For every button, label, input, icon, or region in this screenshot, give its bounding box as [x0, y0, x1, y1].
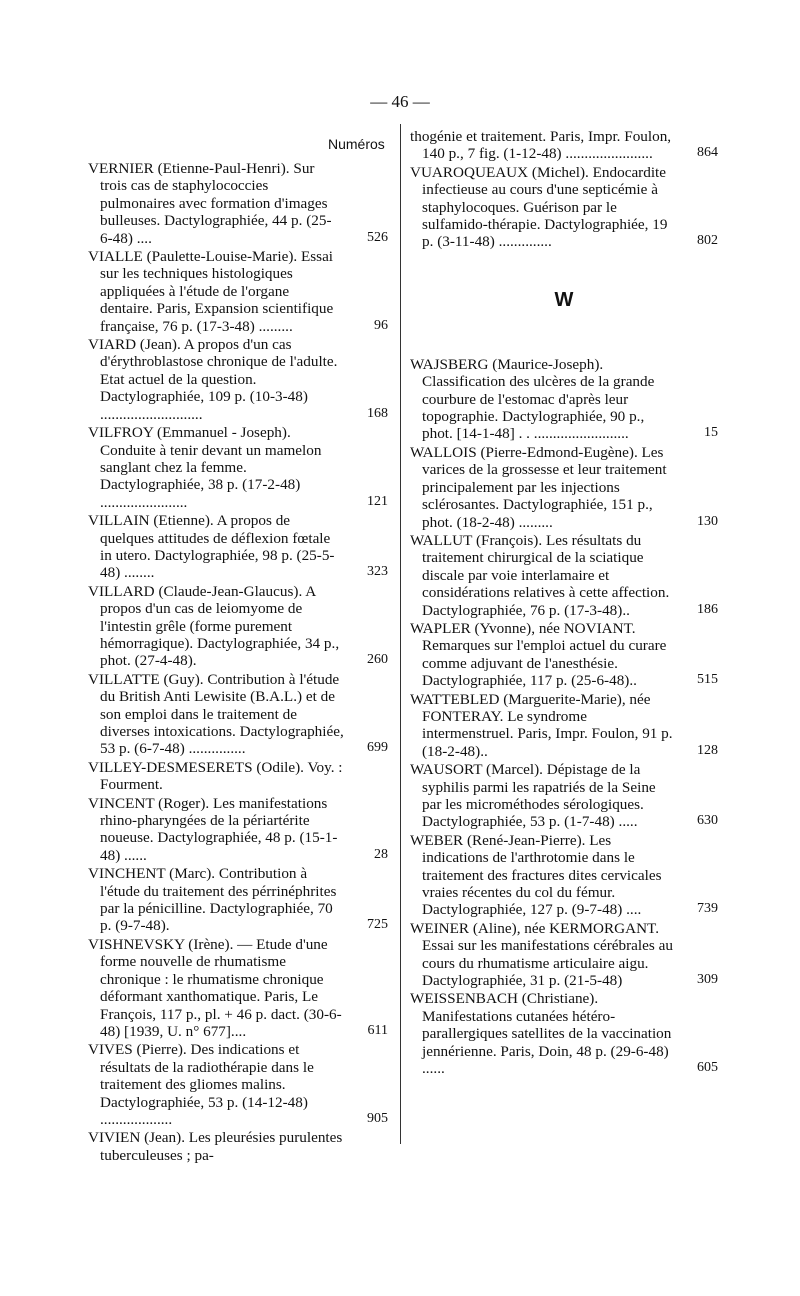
entry-number: 323	[367, 564, 388, 580]
list-item	[88, 248, 388, 335]
list-item	[410, 761, 718, 831]
entry-number: 168	[367, 405, 388, 421]
list-item	[410, 532, 718, 619]
list-item	[410, 128, 718, 163]
list-item	[410, 164, 718, 251]
entry-text: VERNIER (Etienne-Paul-Henri). Sur trois cas de staphylococcies pulmonaires avec formation d'images bulleuses. Dactylographiée, 44 p. (25-6-48) ....	[88, 160, 332, 247]
entry-number: 802	[697, 233, 718, 249]
entry-number: 864	[697, 145, 718, 161]
entry-text: VILLEY-DESMESERETS (Odile). Voy. : Fourment.	[88, 758, 343, 794]
entry-text: WALLUT (François). Les résultats du traitement chirurgical de la sciatique discale par voie interlamaire et considérations relatives à cette affection. Dactylographiée, 76 p. (17-3-48)..	[410, 531, 670, 619]
entry-text: VUAROQUEAUX (Michel). Endocardite infectieuse au cours d'une septicémie à staphylocoques. Guérison par le sulfamido-thérapie. Dactylographiée, 19 p. (3-11-48) ..............	[410, 163, 668, 251]
entry-number: 96	[374, 317, 388, 333]
entry-text: VILFROY (Emmanuel - Joseph). Conduite à tenir devant un mamelon sanglant chez la femme. Dactylographiée, 38 p. (17-2-48) .......................	[88, 424, 322, 511]
list-item	[410, 356, 718, 443]
list-item	[88, 583, 388, 670]
entry-number: 121	[367, 493, 388, 509]
entry-number: 739	[697, 901, 718, 917]
list-item	[410, 990, 718, 1077]
entry-number: 630	[697, 813, 718, 829]
entry-text: VILLARD (Claude-Jean-Glaucus). A propos d'un cas de leiomyome de l'intestin grêle (forme purement hémorragique). Dactylographiée, 34 p., phot. (27-4-48).	[88, 582, 340, 670]
list-item	[410, 620, 718, 690]
list-item	[88, 671, 388, 758]
entry-number: 260	[367, 652, 388, 668]
page-number: — 46 —	[370, 92, 430, 111]
list-item	[410, 832, 718, 919]
entry-number: 611	[367, 1022, 388, 1038]
entry-text: VIARD (Jean). A propos d'un cas d'érythroblastose chronique de l'adulte. Etat actuel de la question. Dactylographiée, 109 p. (10-3-48) ...........................	[88, 336, 338, 423]
entry-text: WAPLER (Yvonne), née NOVIANT. Remarques sur l'emploi actuel du curare comme adjuvant de l'anesthésie. Dactylographiée, 117 p. (25-6-48)..	[410, 619, 667, 690]
entry-text: WEBER (René-Jean-Pierre). Les indications de l'arthrotomie dans le traitement des fractures dites cervicales vraies récentes du col du fémur. Dactylographiée, 127 p. (9-7-48) ....	[410, 831, 662, 919]
entry-number: 905	[367, 1110, 388, 1126]
list-item	[410, 691, 718, 761]
entry-text: VILLATTE (Guy). Contribution à l'étude du British Anti Lewisite (B.A.L.) et de son emploi dans le traitement de diverses intoxications. Dactylographiée, 53 p. (6-7-48) ...............	[88, 670, 344, 758]
list-item	[88, 1129, 388, 1164]
entry-text: VIALLE (Paulette-Louise-Marie). Essai sur les techniques histologiques appliquées à l'étude de l'organe dentaire. Paris, Expansion scientifique française, 76 p. (17-3-48) .........	[88, 248, 334, 335]
entry-text: WATTEBLED (Marguerite-Marie), née FONTERAY. Le syndrome intermenstruel. Paris, Impr. Foulon, 91 p. (18-2-48)..	[410, 690, 673, 760]
entry-text: VINCENT (Roger). Les manifestations rhino-pharyngées de la périartérite noueuse. Dactylographiée, 48 p. (15-1-48) ......	[88, 794, 338, 864]
entry-number: 309	[697, 972, 718, 988]
entry-number: 605	[697, 1060, 718, 1076]
list-item	[88, 795, 388, 865]
entry-number: 515	[697, 672, 718, 688]
list-item	[410, 444, 718, 531]
list-item	[88, 336, 388, 423]
list-item	[410, 920, 718, 990]
column-divider	[400, 124, 401, 1144]
numeros-column-label: Numéros	[328, 136, 385, 152]
entry-text: WALLOIS (Pierre-Edmond-Eugène). Les varices de la grossesse et leur traitement principalement par les injections sclérosantes. Dactylographiée, 151 p., phot. (18-2-48) .........	[410, 443, 667, 531]
list-item	[88, 512, 388, 582]
entry-text: WEINER (Aline), née KERMORGANT. Essai sur les manifestations cérébrales au cours du rhumatisme articulaire aigu. Dactylographiée, 31 p. (21-5-48)	[410, 919, 673, 990]
entry-text: WEISSENBACH (Christiane). Manifestations cutanées hétéro-parallergiques satellites de la vaccination jennérienne. Paris, Doin, 48 p. (29-6-48) ......	[410, 990, 672, 1078]
list-item	[88, 936, 388, 1040]
entry-number: 725	[367, 917, 388, 933]
entry-number: 128	[697, 742, 718, 758]
entry-text: WAJSBERG (Maurice-Joseph). Classification des ulcères de la grande courbure de l'estomac d'après leur topographie. Dactylographiée, 90 p., phot. [14-1-48] . . .........................	[410, 355, 655, 443]
entry-text: WAUSORT (Marcel). Dépistage de la syphilis parmi les rapatriés de la Seine par les microméthodes sérologiques. Dactylographiée, 53 p. (1-7-48) .....	[410, 761, 656, 831]
entry-text: VIVES (Pierre). Des indications et résultats de la radiothérapie dans le traitement des gliomes malins. Dactylographiée, 53 p. (14-12-48) ...................	[88, 1041, 314, 1128]
list-item	[88, 759, 388, 794]
entry-text: VILLAIN (Etienne). A propos de quelques attitudes de déflexion fœtale in utero. Dactylographiée, 98 p. (25-5-48) ........	[88, 512, 335, 582]
entry-number: 130	[697, 513, 718, 529]
entry-number: 699	[367, 740, 388, 756]
list-item	[88, 865, 388, 935]
section-letter: W	[554, 288, 574, 311]
entry-number: 186	[697, 601, 718, 617]
entry-text: VIVIEN (Jean). Les pleurésies purulentes tuberculeuses ; pa-	[88, 1129, 343, 1164]
list-item	[88, 424, 388, 511]
entry-number: 526	[367, 229, 388, 245]
list-item	[88, 160, 388, 247]
entry-number: 28	[374, 846, 388, 862]
right-column	[410, 128, 718, 1079]
entry-text: thogénie et traitement. Paris, Impr. Foulon, 140 p., 7 fig. (1-12-48) .......................	[410, 128, 672, 163]
list-item	[88, 1041, 388, 1128]
entry-text: VISHNEVSKY (Irène). — Etude d'une forme nouvelle de rhumatisme chronique : le rhumatisme chronique déformant xanthomatique. Paris, Le François, 117 p., pl. + 46 p. dact. (30-6-48) [1939, U. n° 677]....	[88, 935, 342, 1040]
entry-text: VINCHENT (Marc). Contribution à l'étude du traitement des pérrinéphrites par la pénicilline. Dactylographiée, 70 p. (9-7-48).	[88, 865, 337, 935]
left-column	[88, 160, 388, 1165]
entry-number: 15	[704, 425, 718, 441]
